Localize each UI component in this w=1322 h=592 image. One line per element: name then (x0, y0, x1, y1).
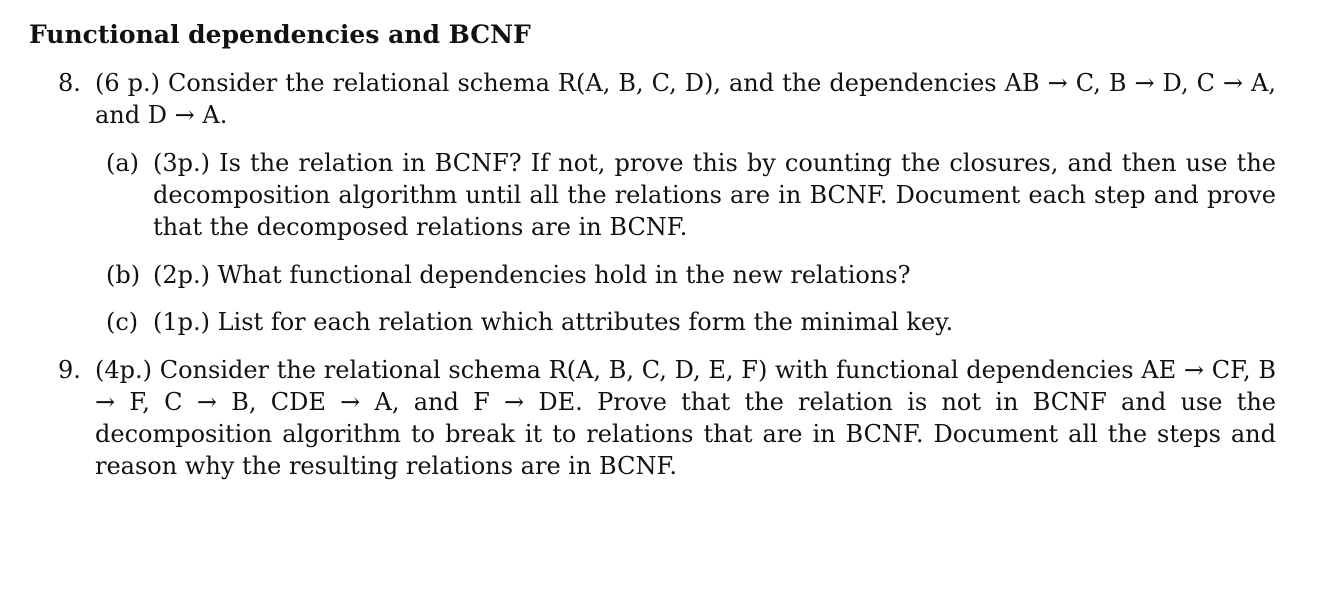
subitem-label: (a) (106, 149, 140, 177)
problem-text: (6 p.) Consider the relational schema R(A, B, C, D), and the dependencies AB → C, B → D, C → A, and D → A. (95, 69, 1276, 129)
subitem-text: (3p.) Is the relation in BCNF? If not, prove this by counting the closures, and then use the decomposition algorithm until all the relations are in BCNF. Document each step and prove that the decomposed relations are in BCNF. (153, 149, 1276, 241)
subitem-a (106, 147, 1276, 243)
subitem-text: (2p.) What functional dependencies hold in the new relations? (153, 261, 911, 289)
problem-number: 8. (58, 69, 81, 97)
subitem-label: (b) (106, 261, 141, 289)
subitem-text: (1p.) List for each relation which attributes form the minimal key. (153, 308, 954, 336)
subitem-b (106, 259, 1276, 291)
section-title: Functional dependencies and BCNF (29, 20, 531, 49)
problem-8 (58, 67, 1276, 131)
problem-9 (58, 354, 1276, 482)
subitem-c (106, 306, 1276, 338)
subitem-label: (c) (106, 308, 139, 336)
problem-text: (4p.) Consider the relational schema R(A, B, C, D, E, F) with functional dependencies AE → CF, B → F, C → B, CDE → A, and F → DE. Prove that the relation is not in BCNF and use the decomposition algorithm to break it to relations that are in BCNF. Document all the steps and reason why the resulting relations are in BCNF. (95, 356, 1276, 480)
problem-number: 9. (58, 356, 81, 384)
